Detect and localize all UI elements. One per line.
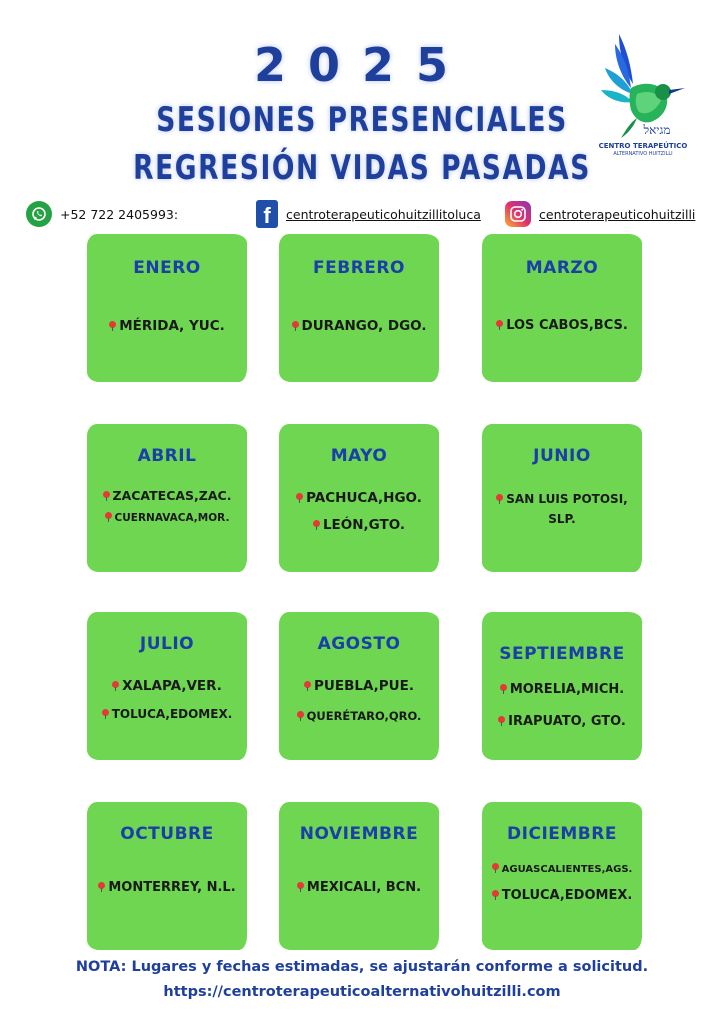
- location: XALAPA,VER.: [87, 678, 247, 694]
- instagram-icon: [505, 201, 531, 227]
- map-pin-icon: [496, 494, 503, 504]
- month-name: JULIO: [139, 634, 195, 654]
- location: PACHUCA,HGO.: [279, 490, 439, 506]
- contact-facebook[interactable]: [256, 200, 481, 228]
- month-name: OCTUBRE: [120, 824, 214, 844]
- month-card-abril: [87, 424, 247, 572]
- map-pin-icon: [292, 321, 299, 331]
- month-name: NOVIEMBRE: [299, 824, 419, 844]
- location: LOS CABOS,BCS.: [482, 318, 642, 333]
- location: MÉRIDA, YUC.: [87, 318, 247, 334]
- contact-instagram[interactable]: [505, 200, 695, 228]
- map-pin-icon: [109, 321, 116, 331]
- whatsapp-icon: [26, 201, 52, 227]
- year-heading: 2025: [253, 38, 471, 92]
- map-pin-icon: [492, 863, 499, 873]
- month-card-mayo: [279, 424, 439, 572]
- month-card-febrero: [279, 234, 439, 382]
- map-pin-icon: [296, 493, 303, 503]
- footer-url[interactable]: https://centroterapeuticoalternativohuitzilli.com: [163, 984, 561, 1000]
- whatsapp-number: +52 722 2405993:: [60, 206, 179, 222]
- map-pin-icon: [500, 684, 507, 694]
- month-name: DICIEMBRE: [507, 824, 617, 844]
- month-name: SEPTIEMBRE: [499, 644, 625, 664]
- map-pin-icon: [313, 520, 320, 530]
- facebook-icon: f: [256, 200, 278, 228]
- month-name: MAYO: [330, 446, 388, 466]
- month-card-noviembre: [279, 802, 439, 950]
- month-name: FEBRERO: [313, 258, 405, 278]
- title-line-1: SESIONES PRESENCIALES: [156, 100, 568, 140]
- month-name: JUNIO: [533, 446, 591, 466]
- map-pin-icon: [102, 709, 109, 719]
- month-card-enero: [87, 234, 247, 382]
- logo-text: [588, 142, 698, 158]
- footer-note: NOTA: Lugares y fechas estimadas, se ajustarán conforme a solicitud.: [75, 959, 649, 975]
- location: SAN LUIS POTOSI,: [482, 492, 642, 506]
- month-card-septiembre: [482, 612, 642, 760]
- svg-text:מגיאל: מגיאל: [643, 123, 671, 137]
- map-pin-icon: [105, 512, 112, 522]
- location: CUERNAVACA,MOR.: [87, 512, 247, 524]
- month-card-diciembre: [482, 802, 642, 950]
- location: LEÓN,GTO.: [279, 517, 439, 533]
- logo-subtitle: ALTERNATIVO HUITZILLI: [613, 151, 673, 157]
- month-name: AGOSTO: [317, 634, 401, 654]
- location: ZACATECAS,ZAC.: [87, 488, 247, 503]
- month-card-octubre: [87, 802, 247, 950]
- map-pin-icon: [492, 890, 499, 900]
- location: SLP.: [548, 512, 576, 526]
- location: AGUASCALIENTES,AGS.: [482, 863, 642, 875]
- map-pin-icon: [297, 882, 304, 892]
- location: TOLUCA,EDOMEX.: [87, 707, 247, 721]
- location: MEXICALI, BCN.: [279, 880, 439, 895]
- map-pin-icon: [304, 681, 311, 691]
- location: QUERÉTARO,QRO.: [279, 709, 439, 723]
- month-name: ENERO: [133, 258, 201, 278]
- month-card-julio: [87, 612, 247, 760]
- map-pin-icon: [112, 681, 119, 691]
- month-card-junio: [482, 424, 642, 572]
- location: DURANGO, DGO.: [279, 318, 439, 334]
- map-pin-icon: [498, 716, 505, 726]
- month-card-marzo: [482, 234, 642, 382]
- location: MORELIA,MICH.: [482, 682, 642, 697]
- location: PUEBLA,PUE.: [279, 678, 439, 694]
- contact-whatsapp[interactable]: [26, 200, 178, 228]
- title-line-2: REGRESIÓN VIDAS PASADAS: [133, 148, 591, 188]
- month-card-agosto: [279, 612, 439, 760]
- facebook-handle[interactable]: centroterapeuticohuitzillitoluca: [286, 206, 481, 222]
- month-name: ABRIL: [137, 446, 197, 466]
- location: MONTERREY, N.L.: [87, 880, 247, 895]
- map-pin-icon: [297, 711, 304, 721]
- map-pin-icon: [98, 882, 105, 892]
- month-name: MARZO: [525, 258, 599, 278]
- logo-name: CENTRO TERAPEÚTICO: [598, 142, 688, 150]
- location: TOLUCA,EDOMEX.: [482, 888, 642, 903]
- location: IRAPUATO, GTO.: [482, 714, 642, 729]
- map-pin-icon: [103, 491, 110, 501]
- map-pin-icon: [496, 320, 503, 330]
- instagram-handle[interactable]: centroterapeuticohuitzilli: [539, 206, 696, 222]
